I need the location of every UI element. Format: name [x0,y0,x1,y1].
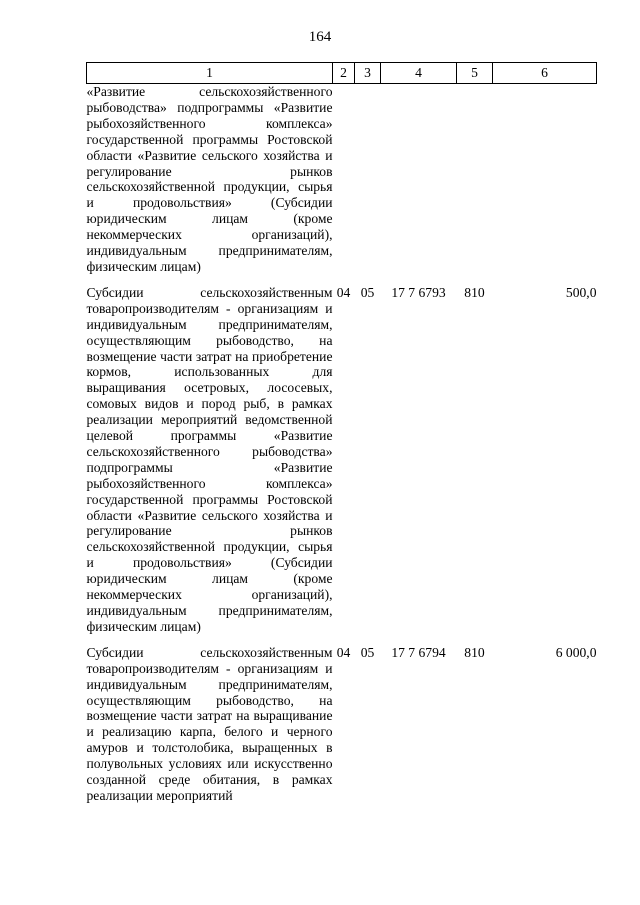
column-header: 4 [381,63,457,84]
column-header: 3 [355,63,381,84]
row-subsection: 05 [360,644,375,660]
table-row [87,281,597,641]
row-subsection [355,84,381,281]
row-subsection: 05 [360,284,375,300]
row-description: «Развитие сельскохозяйственного рыбоводства» подпрограммы «Развитие рыбохозяйственного комплекса» государственной программы Ростовской области «Развитие сельского хозяйства и регулирование рынков сельскохозяйственной продукции, сырья и продовольствия» (Субсидии юридическим лицам (кроме некоммерческих организаций), индивидуальным предпринимателям, физическим лицам) [86,84,333,274]
row-description: Субсидии сельскохозяйственным товаропроизводителям - организациям и индивидуальным предпринимателям, осуществляющим рыбоводство, на возмещение части затрат на приобретение кормов, использованных для выращивания осетровых, лососевых, сомовых видов и пород рыб, в рамках реализации мероприятий ведомственной целевой программы «Развитие сельскохозяйственного рыбоводства» подпрограммы «Развитие рыбохозяйственного комплекса» государственной программы Ростовской области «Развитие сельского хозяйства и регулирование рынков сельскохозяйственной продукции, сырья и продовольствия» (Субсидии юридическим лицам (кроме некоммерческих организаций), индивидуальным предпринимателям, физическим лицам) [86,284,333,634]
column-header: 2 [333,63,355,84]
column-header: 5 [457,63,493,84]
row-section: 04 [336,284,351,300]
row-expense-type: 810 [464,644,485,660]
row-description: Субсидии сельскохозяйственным товаропроизводителям - организациям и индивидуальным предпринимателям, осуществляющим рыбоводство, на возмещение части затрат на выращивание и реализацию карпа, белого и черного амуров и толстолобика, выращенных в полувольных условиях или искусственно созданной среде обитания, в рамках реализации мероприятий [86,644,333,803]
row-target-article [381,84,457,281]
table-row [87,84,597,281]
table-row [87,641,597,810]
row-section [333,84,355,281]
row-amount: 500,0 [565,284,597,300]
row-expense-type [457,84,493,281]
row-target-article: 17 7 6794 [391,644,446,660]
budget-table [86,62,597,810]
column-header: 1 [87,63,333,84]
row-amount: 6 000,0 [555,644,597,660]
row-target-article: 17 7 6793 [391,284,446,300]
row-section: 04 [336,644,351,660]
page-number: 164 [308,29,332,45]
row-amount [493,84,597,281]
row-expense-type: 810 [464,284,485,300]
column-header: 6 [493,63,597,84]
table-header-row [87,63,597,84]
